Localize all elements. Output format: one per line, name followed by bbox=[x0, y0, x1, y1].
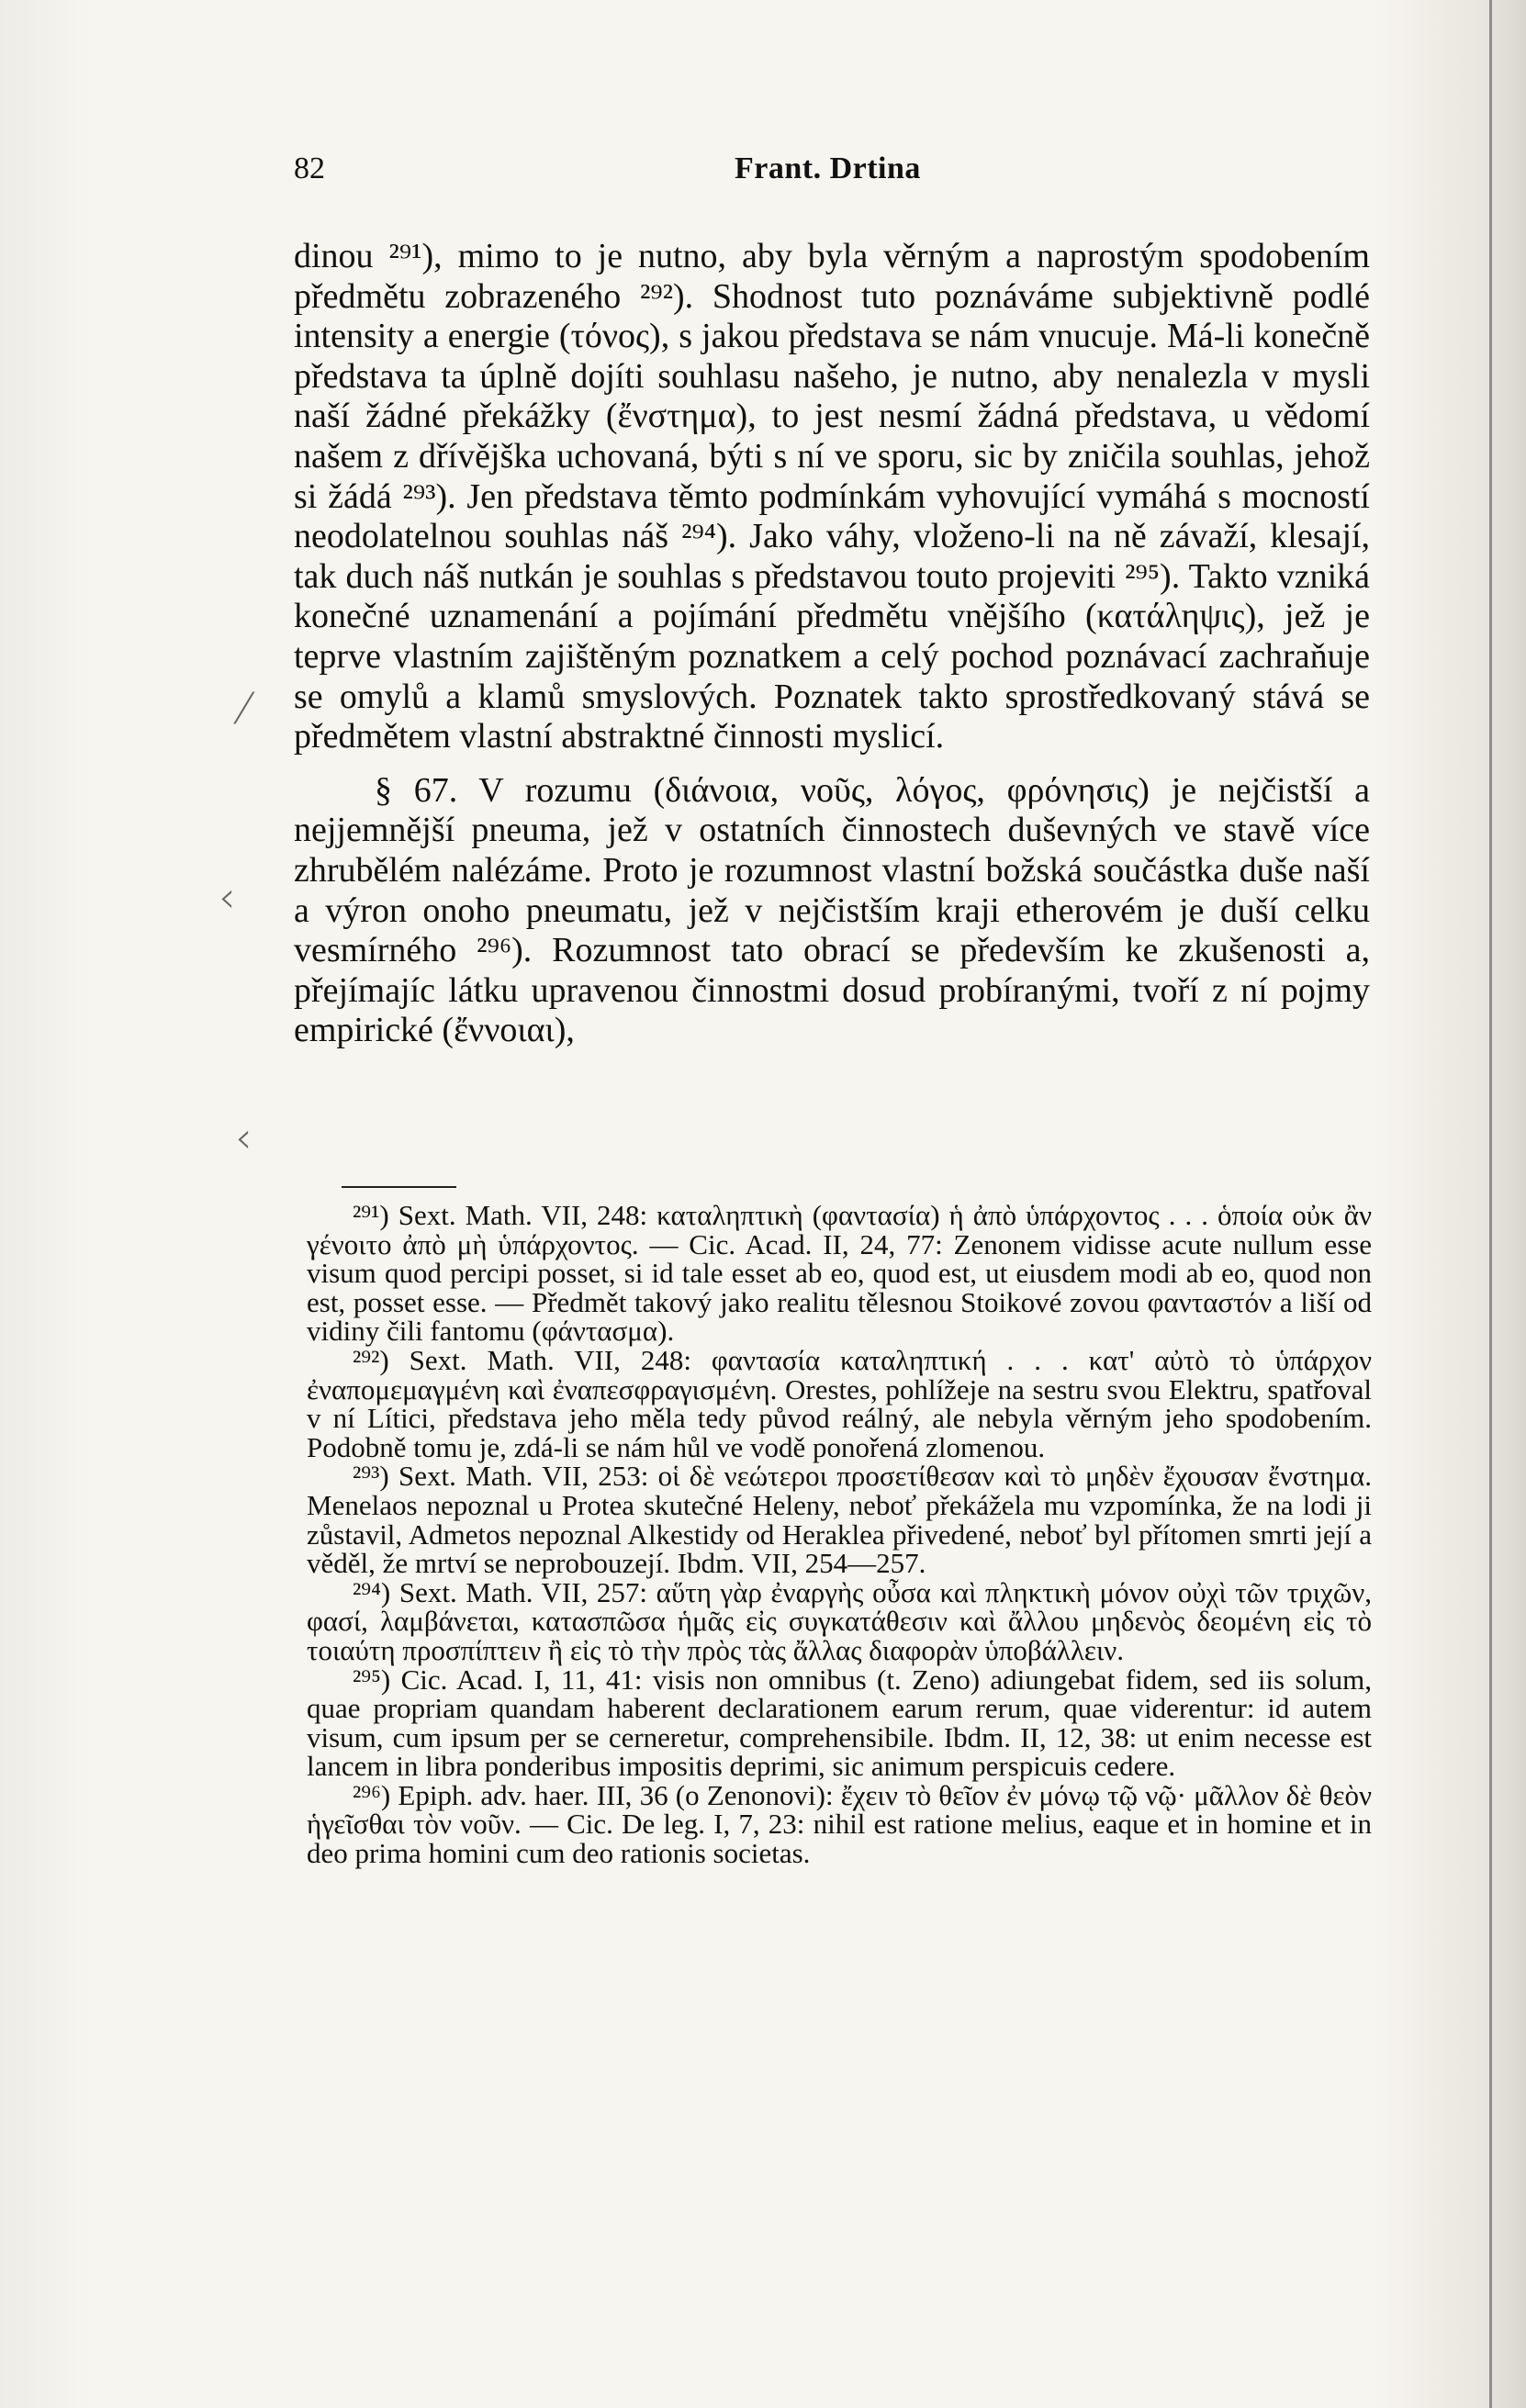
page-number: 82 bbox=[294, 151, 325, 185]
footnote-divider bbox=[342, 1186, 456, 1188]
page-edge-shadow bbox=[1489, 0, 1492, 2408]
margin-pencil-mark: ‹ bbox=[219, 872, 236, 922]
footnote: ²⁹⁵) Cic. Acad. I, 11, 41: visis non omnibus (t. Zeno) adiungebat fidem, sed iis solum, quae propriam quandam haberent declarationem earum rerum, quae viderentur: id autem visum, cum ipsum per se cerneretur, comprehensibile. Ibdm. II, 12, 38: ut enim necesse est lancem in libra ponderibus impositis deprimi, sic animum perspicuis cedere. bbox=[307, 1663, 1372, 1783]
margin-pencil-mark: ‹ bbox=[235, 1113, 252, 1162]
main-text bbox=[294, 237, 1370, 1065]
footnote: ²⁹³) Sext. Math. VII, 253: οἱ δὲ νεώτεροι προσετίθεσαν καὶ τὸ μηδὲν ἔχουσαν ἔνστημα. Menelaos nepoznal u Protea skutečné Heleny, neboť překážela mu vzpomínka, že na lodi ji zůstavil, Admetos nepoznal Alkestidy od Herakleа přivedené, neboť byl přítomen smrti její a věděl, že mrtví se neprobouzejí. Ibdm. VII, 254—257. bbox=[307, 1460, 1372, 1580]
footnote: ²⁹¹) Sext. Math. VII, 248: καταληπτικὴ (φαντασία) ἡ ἀπὸ ὑπάρχοντος . . . ὁποία οὐκ ἂν γένοιτο ἀπὸ μὴ ὑπάρχοντος. — Cic. Acad. II, 24, 77: Zenonem vidisse acute nullum esse visum quod percipi posset, si id tale esset ab eo, quod est, ut eiusdem modi ab eo, quod non est, posset esse. — Předmět takový jako realitu tělesnou Stoikové zovou φανταστόν a liší od vidiny čili fantomu (φάντασμα). bbox=[307, 1199, 1372, 1348]
section-paragraph: § 67. V rozumu (διάνοια, νοῦς, λόγος, φρόνησις) je nejčistší a nejjemnější pneuma, jež v ostatních činnostech duševných ve stavě více zhrubělém nalézáme. Proto je rozumnost vlastní božská součástka duše naší a výron onoho pneumatu, jež v nejčistším kraji etherovém je duší celku vesmírného ²⁹⁶). Rozumnost tato obrací se především ke zkušenosti a, přejímajíc látku upravenou činnostmi dosud probíranými, tvoří z ní pojmy empirické (ἔννοιαι), bbox=[294, 770, 1370, 1050]
footnote: ²⁹⁴) Sext. Math. VII, 257: αὕτη γὰρ ἐναργὴς οὖσα καὶ πληκτικὴ μόνον οὐχὶ τῶν τριχῶν, φασί, λαμβάνεται, κατασπῶσα ἡμᾶς εἰς συγκατάθεσιν καὶ ἄλλου μηδενὸς δεομένη εἰς τὸ τοιαύτη προσπίπτειν ἢ εἰς τὸ τὴν πρὸς τὰς ἄλλας διαφορὰν ὑποβάλλειν. bbox=[307, 1575, 1372, 1666]
running-head: Frant. Drtina bbox=[735, 151, 921, 185]
page-header bbox=[294, 151, 1368, 197]
footnote: ²⁹⁶) Epiph. adv. haer. III, 36 (o Zenonovi): ἔχειν τὸ θεῖον ἐν μόνῳ τῷ νῷ· μᾶλλον δὲ θεὸν ἡγεῖσθαι τὸν νοῦν. — Cic. De leg. I, 7, 23: nihil est ratione melius, eaque et in homine et in deo prima homini cum deo rationis societas. bbox=[307, 1778, 1372, 1870]
footnotes bbox=[307, 1201, 1372, 1868]
body-paragraph: dinou ²⁹¹), mimo to je nutno, aby byla věrným a naprostým spodobením předmětu zobrazeného ²⁹²). Shodnost tuto poznáváme subjektivně podlé intensity a energie (τόνος), s jakou představa se nám vnucuje. Má-li konečně představa ta úplně dojíti souhlasu našeho, je nutno, aby nenalezla v mysli naší žádné překážky (ἔνστημα), to jest nesmí žádná představa, u vědomí našem z dřívějška uchovaná, býti s ní ve sporu, sic by zničila souhlas, jehož si žádá ²⁹³). Jen představa těmto podmínkám vyhovující vymáhá s mocností neodolatelnou souhlas náš ²⁹⁴). Jako váhy, vloženo-li na ně závaží, klesají, tak duch náš nutkán je souhlas s představou touto projeviti ²⁹⁵). Takto vzniká konečné uznamenání a pojímání předmětu vnějšího (κατάληψις), jež je teprve vlastním zajištěným poznatkem a celý pochod poznávací zachraňuje se omylů a klamů smyslových. Poznatek takto sprostředkovaný stává se předmětem vlastní abstraktné činnosti myslicí. bbox=[294, 237, 1370, 756]
footnote: ²⁹²) Sext. Math. VII, 248: φαντασία καταληπτική . . . κατ' αὐτὸ τὸ ὑπάρχον ἐναπομεμαγμένη καὶ ἐναπεσφραγισμένη. Orestes, pohlížeje na sestru svou Elektru, spatřoval v ní Lítici, představa jeho měla tedy původ reálný, ale nebyla věrným jeho spodobením. Podobně tomu je, zdá-li se nám hůl ve vodě ponořená zlomenou. bbox=[307, 1343, 1372, 1463]
margin-pencil-mark: ⁄ bbox=[241, 684, 248, 734]
